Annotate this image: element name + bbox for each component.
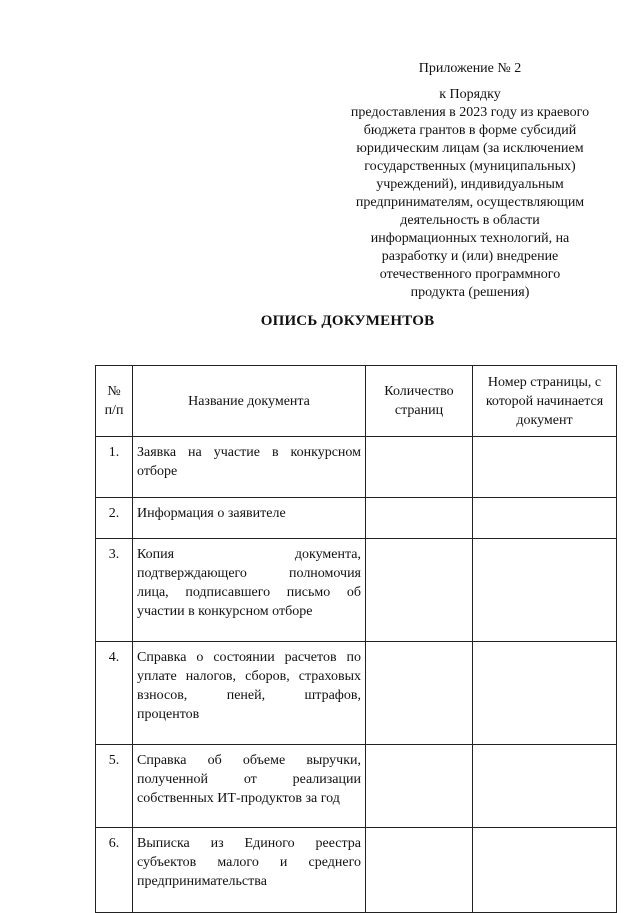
appendix-line: отечественного программного: [379, 267, 561, 282]
row-number: 6.: [96, 828, 133, 913]
appendix-line: к Порядку: [439, 87, 501, 102]
page-count-cell[interactable]: [366, 745, 473, 828]
document-name: Заявка на участие в конкурсном отборе: [133, 437, 366, 498]
appendix-line: деятельность в области: [400, 213, 540, 228]
appendix-line: продукта (решения): [410, 285, 530, 300]
appendix-line: предпринимателям, осуществляющим: [355, 195, 585, 210]
row-number: 1.: [96, 437, 133, 498]
document-name: Справка об объеме выручки, полученной от реализации собственных ИТ-продуктов за год: [133, 745, 366, 828]
table-row: [96, 437, 617, 498]
start-page-cell[interactable]: [473, 539, 617, 642]
appendix-number: Приложение № 2: [418, 61, 522, 76]
appendix-line: государственных (муниципальных): [364, 159, 576, 174]
header-name: Название документа: [133, 366, 366, 437]
start-page-cell[interactable]: [473, 642, 617, 745]
table-header-row: [96, 366, 617, 437]
row-number: 2.: [96, 498, 133, 539]
document-title: ОПИСЬ ДОКУМЕНТОВ: [260, 313, 435, 329]
table-row: [96, 498, 617, 539]
appendix-line: предоставления в 2023 году из краевого: [350, 105, 590, 120]
appendix-line: юридическим лицам (за исключением: [356, 141, 584, 156]
appendix-line: информационных технологий, на: [370, 231, 570, 246]
appendix-reference: [335, 86, 605, 302]
start-page-cell[interactable]: [473, 828, 617, 913]
appendix-line: разработку и (или) внедрение: [381, 249, 559, 264]
table-row: [96, 642, 617, 745]
page-count-cell[interactable]: [366, 642, 473, 745]
start-page-cell[interactable]: [473, 745, 617, 828]
row-number: 4.: [96, 642, 133, 745]
page-count-cell[interactable]: [366, 539, 473, 642]
table-row: [96, 539, 617, 642]
document-name: Выписка из Единого реестра субъектов малого и среднего предпринимательства: [133, 828, 366, 913]
start-page-cell[interactable]: [473, 498, 617, 539]
document-name: Информация о заявителе: [133, 498, 366, 539]
header-page-count: Количество страниц: [366, 366, 473, 437]
appendix-line: учреждений), индивидуальным: [376, 177, 564, 192]
page-count-cell[interactable]: [366, 828, 473, 913]
row-number: 5.: [96, 745, 133, 828]
header-start-page: Номер страницы, с которой начинается документ: [473, 366, 617, 437]
start-page-cell[interactable]: [473, 437, 617, 498]
page-count-cell[interactable]: [366, 498, 473, 539]
header-number: № п/п: [96, 366, 133, 437]
table-row: [96, 828, 617, 913]
page-count-cell[interactable]: [366, 437, 473, 498]
document-name: Справка о состоянии расчетов по уплате налогов, сборов, страховых взносов, пеней, штрафов, процентов: [133, 642, 366, 745]
table-row: [96, 745, 617, 828]
row-number: 3.: [96, 539, 133, 642]
document-name: Копия документа, подтверждающего полномочия лица, подписавшего письмо об участии в конкурсном отборе: [133, 539, 366, 642]
documents-table: [95, 365, 617, 913]
appendix-line: бюджета грантов в форме субсидий: [363, 123, 577, 138]
